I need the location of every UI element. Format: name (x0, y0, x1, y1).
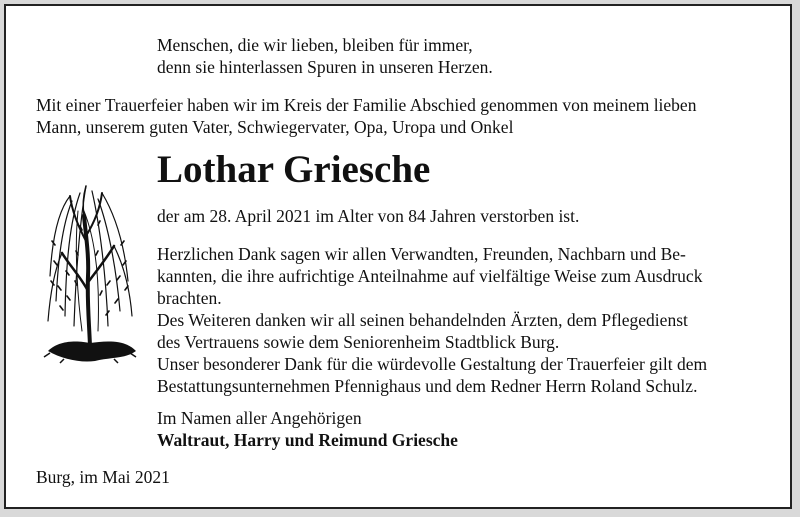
memorial-quote (157, 34, 493, 78)
place-date: Burg, im Mai 2021 (36, 467, 170, 487)
signature-intro: Im Namen aller Angehörigen (157, 408, 362, 428)
signature-block (157, 407, 458, 451)
deceased-name: Lothar Griesche (157, 148, 431, 191)
death-notice: der am 28. April 2021 im Alter von 84 Jahren verstorben ist. (157, 206, 580, 226)
obituary-notice (4, 4, 792, 509)
weeping-willow-icon (40, 181, 140, 371)
signature-names: Waltraut, Harry und Reimund Griesche (157, 430, 458, 450)
thanks-line: Unser besonderer Dank für die würdevolle Gestaltung der Trauerfeier gilt dem (157, 354, 708, 374)
thanks-line: des Vertrauens sowie dem Seniorenheim Stadtblick Burg. (157, 332, 560, 352)
quote-line-2: denn sie hinterlassen Spuren in unseren Herzen. (157, 57, 493, 77)
thanks-line: Bestattungsunternehmen Pfennighaus und dem Redner Herrn Roland Schulz. (157, 376, 698, 396)
intro-line-2: Mann, unserem guten Vater, Schwiegervater, Opa, Uropa und Onkel (36, 117, 514, 137)
thanks-text (157, 243, 707, 397)
thanks-line: brachten. (157, 288, 222, 308)
intro-line-1: Mit einer Trauerfeier haben wir im Kreis der Familie Abschied genommen von meinem lieben (36, 95, 697, 115)
quote-line-1: Menschen, die wir lieben, bleiben für immer, (157, 35, 473, 55)
intro-text (36, 94, 696, 138)
thanks-line: Herzlichen Dank sagen wir allen Verwandten, Freunden, Nachbarn und Be- (157, 244, 686, 264)
thanks-line: Des Weiteren danken wir all seinen behandelnden Ärzten, dem Pflegedienst (157, 310, 688, 330)
thanks-line: kannten, die ihre aufrichtige Anteilnahme auf vielfältige Weise zum Ausdruck (157, 266, 703, 286)
